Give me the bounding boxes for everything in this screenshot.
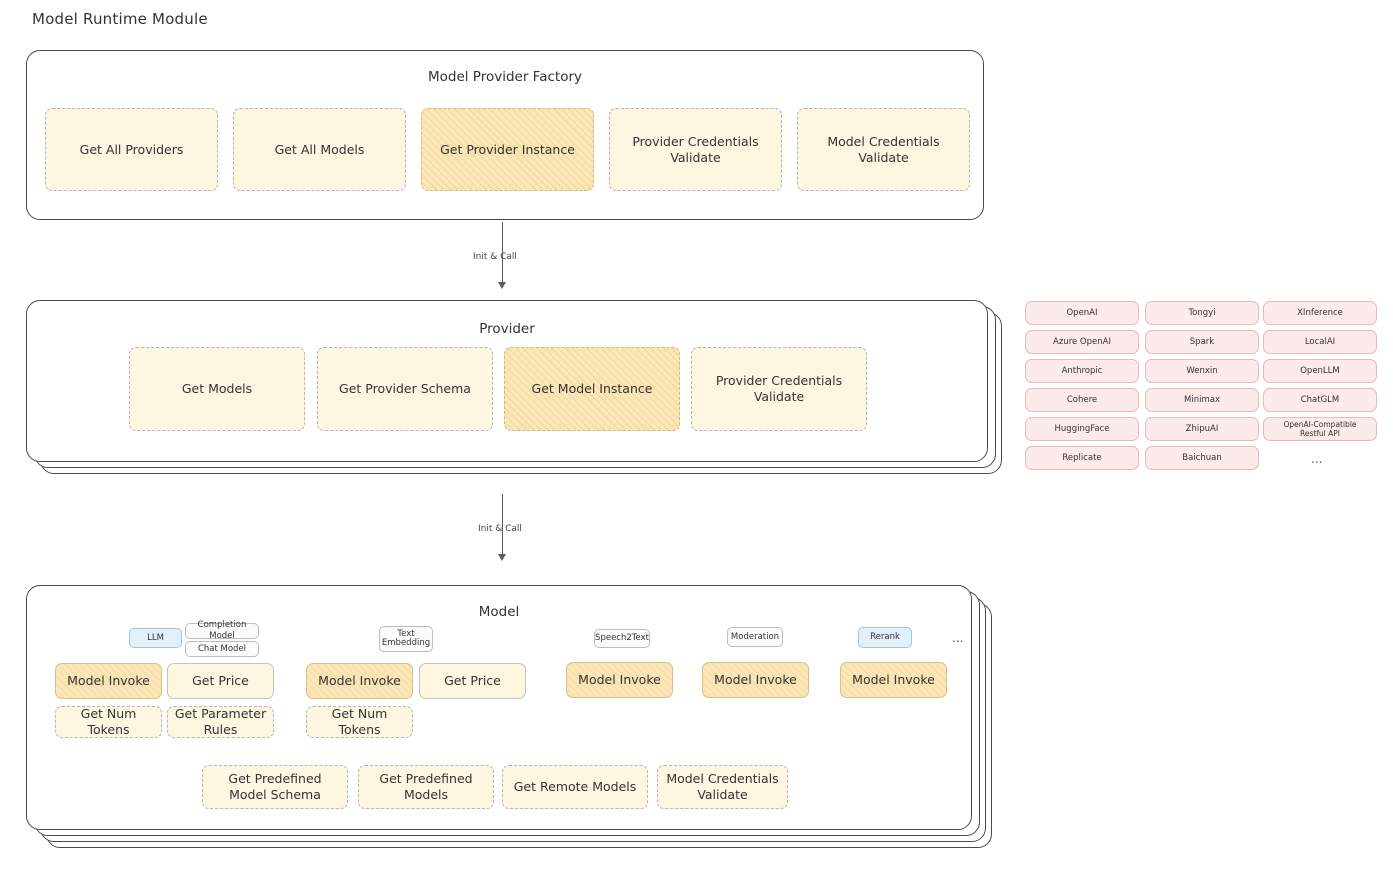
- provider-chip-label: Wenxin: [1186, 365, 1218, 376]
- method-label: Get Price: [192, 673, 249, 689]
- method-label: Model Invoke: [67, 673, 150, 689]
- llm-method-get-num-tokens[interactable]: [55, 706, 162, 738]
- provider-list-ellipsis: ...: [1311, 452, 1323, 466]
- provider-item-label: Provider Credentials Validate: [715, 373, 843, 404]
- provider-chip-label: Azure OpenAI: [1053, 336, 1111, 347]
- provider-chip-huggingface[interactable]: [1025, 417, 1139, 441]
- common-method-model-credentials-validate[interactable]: [657, 765, 788, 809]
- model-type-completion-model[interactable]: [185, 620, 259, 641]
- provider-chip-label: ZhipuAI: [1185, 423, 1219, 434]
- factory-item-provider-credentials-validate[interactable]: [609, 108, 782, 191]
- factory-item-get-provider-instance[interactable]: [421, 108, 594, 191]
- model-provider-factory-title: Model Provider Factory: [427, 69, 582, 85]
- model-type-label: Completion Model: [197, 620, 247, 641]
- provider-item-label: Get Models: [181, 381, 253, 397]
- model-type-label: Text Embedding: [381, 628, 431, 648]
- provider-chip-replicate[interactable]: [1025, 446, 1139, 470]
- provider-chip-openai[interactable]: [1025, 301, 1139, 325]
- arrow-provider-to-model-head: [498, 554, 506, 561]
- model-type-label: LLM: [147, 632, 164, 643]
- factory-item-label: Get All Models: [274, 141, 365, 157]
- provider-item-label: Get Model Instance: [531, 381, 653, 397]
- llm-method-get-parameter-rules[interactable]: [167, 706, 274, 738]
- method-label: Get Predefined Models: [379, 771, 473, 802]
- provider-chip-label: ChatGLM: [1300, 394, 1340, 405]
- factory-item-label: Model Credentials Validate: [827, 133, 940, 165]
- llm-method-get-price[interactable]: [167, 663, 274, 699]
- factory-item-get-all-models[interactable]: [233, 108, 406, 191]
- provider-chip-baichuan[interactable]: [1145, 446, 1259, 470]
- provider-chip-label: Baichuan: [1182, 452, 1222, 463]
- provider-item-get-models[interactable]: [129, 347, 305, 431]
- provider-chip-label: Tongyi: [1188, 307, 1216, 318]
- method-label: Get Parameter Rules: [174, 706, 267, 737]
- common-method-get-remote-models[interactable]: [502, 765, 648, 809]
- provider-chip-openllm[interactable]: [1263, 359, 1377, 383]
- method-label: Get Predefined Model Schema: [228, 771, 322, 802]
- factory-item-label: Get Provider Instance: [440, 141, 575, 157]
- provider-chip-anthropic[interactable]: [1025, 359, 1139, 383]
- provider-chip-label: XInference: [1297, 307, 1343, 318]
- arrow-factory-to-provider-label: Init & Call: [473, 252, 517, 262]
- provider-chip-label: HuggingFace: [1054, 423, 1110, 434]
- method-label: Model Credentials Validate: [666, 771, 779, 802]
- provider-chip-label: Anthropic: [1061, 365, 1103, 376]
- moderation-method-model-invoke[interactable]: [702, 662, 809, 698]
- common-method-get-predefined-model-schema[interactable]: [202, 765, 348, 809]
- embedding-method-model-invoke[interactable]: [306, 663, 413, 699]
- method-label: Get Remote Models: [513, 779, 637, 795]
- provider-chip-label: OpenLLM: [1300, 365, 1340, 376]
- provider-chip-zhipuai[interactable]: [1145, 417, 1259, 441]
- method-label: Get Num Tokens: [80, 706, 137, 737]
- factory-item-model-credentials-validate[interactable]: [797, 108, 970, 191]
- provider-chip-tongyi[interactable]: [1145, 301, 1259, 325]
- provider-item-provider-credentials-validate[interactable]: [691, 347, 867, 431]
- model-type-label: Rerank: [870, 632, 900, 643]
- model-type-label: Speech2Text: [595, 633, 649, 644]
- page-title: Model Runtime Module: [32, 10, 208, 28]
- arrow-provider-to-model-label: Init & Call: [478, 524, 522, 534]
- provider-chip-cohere[interactable]: [1025, 388, 1139, 412]
- model-type-llm[interactable]: [129, 628, 182, 648]
- provider-chip-chatglm[interactable]: [1263, 388, 1377, 412]
- model-type-chat-model[interactable]: [185, 641, 259, 657]
- provider-chip-xinference[interactable]: [1263, 301, 1377, 325]
- provider-chip-label: OpenAI: [1066, 307, 1098, 318]
- embedding-method-get-num-tokens[interactable]: [306, 706, 413, 738]
- provider-chip-label: Cohere: [1066, 394, 1098, 405]
- provider-title: Provider: [479, 321, 535, 337]
- provider-chip-azure-openai[interactable]: [1025, 330, 1139, 354]
- embedding-method-get-price[interactable]: [419, 663, 526, 699]
- provider-chip-label: Spark: [1189, 336, 1215, 347]
- model-type-speech2text[interactable]: [594, 629, 650, 648]
- model-type-moderation[interactable]: [727, 627, 783, 647]
- provider-chip-label: Minimax: [1184, 394, 1220, 405]
- rerank-method-model-invoke[interactable]: [840, 662, 947, 698]
- provider-chip-openai-compatible-restful-api[interactable]: [1263, 417, 1377, 441]
- llm-method-model-invoke[interactable]: [55, 663, 162, 699]
- method-label: Get Num Tokens: [331, 706, 388, 737]
- model-type-rerank[interactable]: [858, 627, 912, 648]
- speech2text-method-model-invoke[interactable]: [566, 662, 673, 698]
- model-title: Model: [478, 604, 520, 620]
- provider-chip-wenxin[interactable]: [1145, 359, 1259, 383]
- provider-chip-label: LocalAI: [1304, 336, 1336, 347]
- factory-item-label: Provider Credentials Validate: [632, 133, 759, 165]
- method-label: Model Invoke: [318, 673, 401, 689]
- provider-item-get-model-instance[interactable]: [504, 347, 680, 431]
- provider-item-label: Get Provider Schema: [339, 381, 471, 397]
- method-label: Model Invoke: [852, 672, 935, 688]
- provider-item-get-provider-schema[interactable]: [317, 347, 493, 431]
- arrow-factory-to-provider-head: [498, 282, 506, 289]
- factory-item-get-all-providers[interactable]: [45, 108, 218, 191]
- provider-chip-minimax[interactable]: [1145, 388, 1259, 412]
- provider-chip-label: OpenAI-Compatible Restful API: [1283, 419, 1357, 438]
- common-method-get-predefined-models[interactable]: [358, 765, 494, 809]
- model-types-ellipsis: ...: [952, 631, 964, 645]
- method-label: Model Invoke: [578, 672, 661, 688]
- provider-chip-spark[interactable]: [1145, 330, 1259, 354]
- model-type-label: Moderation: [730, 631, 780, 642]
- factory-item-label: Get All Providers: [79, 141, 184, 157]
- provider-chip-localai[interactable]: [1263, 330, 1377, 354]
- method-label: Model Invoke: [714, 672, 797, 688]
- model-type-text-embedding[interactable]: [379, 626, 433, 652]
- provider-chip-label: Replicate: [1062, 452, 1102, 463]
- method-label: Get Price: [444, 673, 501, 689]
- model-type-label: Chat Model: [197, 643, 247, 654]
